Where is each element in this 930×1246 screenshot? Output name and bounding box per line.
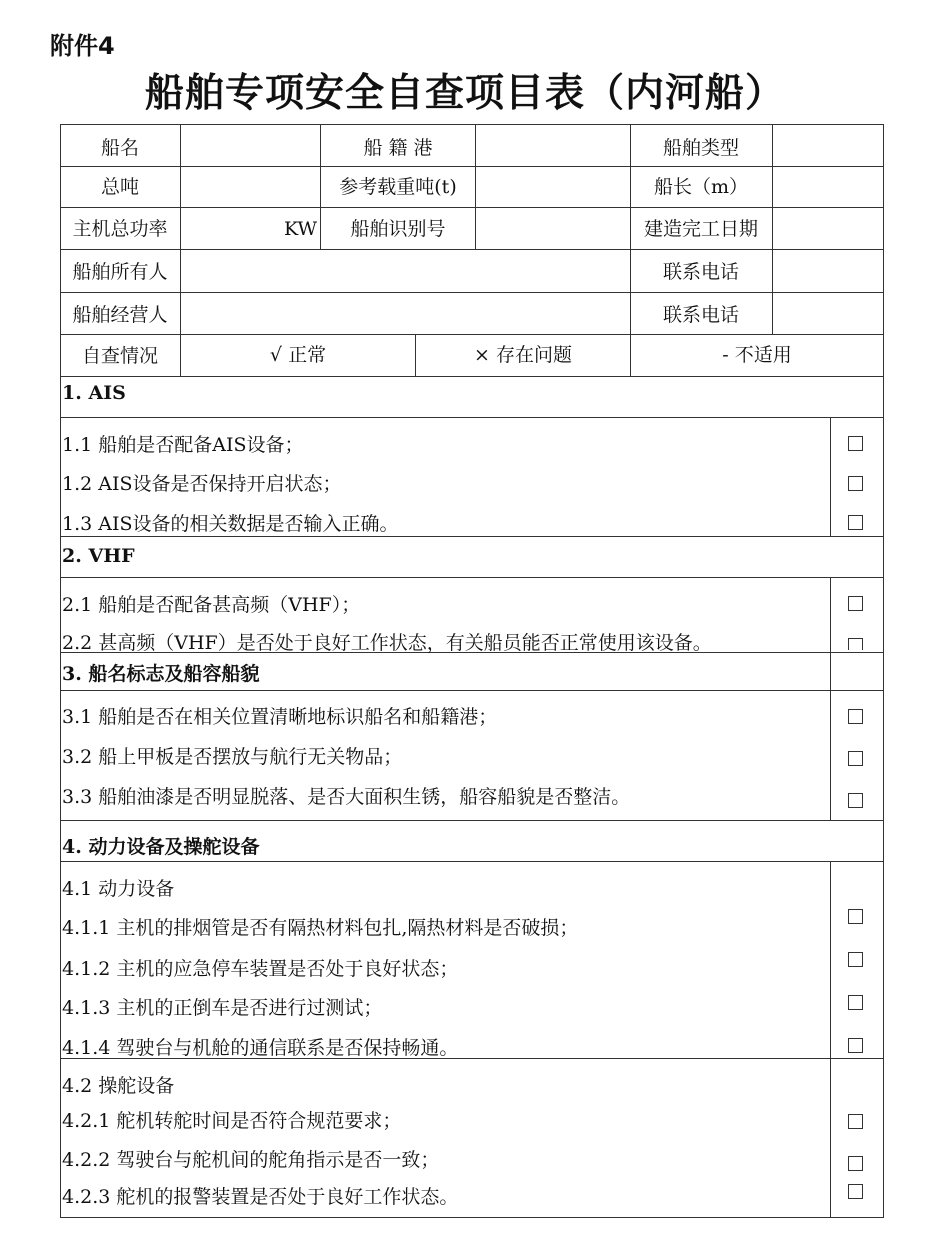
check-item: 4.2.2 驾驶台与舵机间的舵角指示是否一致； xyxy=(62,1149,440,1171)
build-date-label: 建造完工日期 xyxy=(643,218,759,240)
ship-id-label: 船舶识别号 xyxy=(350,218,446,240)
ship-type-label: 船舶类型 xyxy=(662,137,740,159)
checkbox[interactable] xyxy=(848,952,863,967)
table-rule xyxy=(60,861,884,862)
operator-label: 船舶经营人 xyxy=(72,304,168,326)
checkbox[interactable] xyxy=(848,638,863,650)
check-item: 4.1.3 主机的正倒车是否进行过测试； xyxy=(62,997,383,1019)
table-rule xyxy=(60,334,884,335)
table-rule xyxy=(60,207,884,208)
gross-tonnage-label: 总吨 xyxy=(100,176,140,198)
self-check-label: 自查情况 xyxy=(81,345,159,367)
check-item: 4.2.1 舵机转舵时间是否符合规范要求； xyxy=(62,1110,402,1132)
table-border xyxy=(60,1217,884,1218)
check-item: 1.3 AIS设备的相关数据是否输入正确。 xyxy=(62,513,399,535)
checkbox[interactable] xyxy=(848,596,863,611)
legend-normal: √ 正常 xyxy=(269,344,327,366)
legend-not-applicable: - 不适用 xyxy=(722,344,792,366)
table-border xyxy=(883,124,884,1218)
table-rule xyxy=(60,536,884,537)
section-title-ship-marking: 3. 船名标志及船容船貌 xyxy=(62,663,260,685)
table-rule xyxy=(772,124,773,334)
checkbox[interactable] xyxy=(848,709,863,724)
checkbox[interactable] xyxy=(848,751,863,766)
subsection-title-steering: 4.2 操舵设备 xyxy=(62,1075,175,1097)
table-rule xyxy=(415,334,416,377)
check-item: 3.2 船上甲板是否摆放与航行无关物品； xyxy=(62,746,403,768)
table-rule xyxy=(475,124,476,250)
checkbox[interactable] xyxy=(848,436,863,451)
legend-problem: × 存在问题 xyxy=(474,344,572,366)
deadweight-label: 参考载重吨(t) xyxy=(339,176,457,198)
main-engine-power-label: 主机总功率 xyxy=(72,218,168,240)
checkbox[interactable] xyxy=(848,909,863,924)
section-title-power-steering: 4. 动力设备及操舵设备 xyxy=(62,836,260,858)
table-rule xyxy=(180,124,181,377)
owner-phone-label: 联系电话 xyxy=(662,261,740,283)
table-rule xyxy=(60,249,884,250)
table-rule xyxy=(60,577,884,578)
checkbox[interactable] xyxy=(848,1114,863,1129)
operator-phone-label: 联系电话 xyxy=(662,304,740,326)
check-item: 3.3 船舶油漆是否明显脱落、是否大面积生锈，船容船貌是否整洁。 xyxy=(62,786,631,808)
page-title: 船舶专项安全自查项目表（内河船） xyxy=(144,70,785,116)
table-rule xyxy=(60,690,884,691)
check-item: 4.1.1 主机的排烟管是否有隔热材料包扎,隔热材料是否破损； xyxy=(62,917,579,939)
table-border xyxy=(60,124,884,125)
checkbox[interactable] xyxy=(848,793,863,808)
table-rule xyxy=(60,166,884,167)
checkbox[interactable] xyxy=(848,995,863,1010)
check-item: 4.1.4 驾驶台与机舱的通信联系是否保持畅通。 xyxy=(62,1037,459,1059)
ship-length-label: 船长（m） xyxy=(653,176,749,198)
table-rule xyxy=(630,124,631,377)
subsection-title-power: 4.1 动力设备 xyxy=(62,878,175,900)
check-item: 4.1.2 主机的应急停车装置是否处于良好状态； xyxy=(62,958,459,980)
check-item: 3.1 船舶是否在相关位置清晰地标识船名和船籍港； xyxy=(62,706,498,728)
table-rule xyxy=(320,124,321,250)
registry-port-label: 船 籍 港 xyxy=(363,137,433,159)
checkbox[interactable] xyxy=(848,1184,863,1199)
checkbox[interactable] xyxy=(848,515,863,530)
checkbox[interactable] xyxy=(848,1156,863,1171)
checkbox[interactable] xyxy=(848,476,863,491)
attachment-label: 附件4 xyxy=(50,32,115,60)
power-unit: KW xyxy=(283,218,317,240)
table-rule xyxy=(830,417,831,537)
ship-name-label: 船名 xyxy=(100,137,140,159)
checkbox[interactable] xyxy=(848,1038,863,1053)
table-rule xyxy=(830,861,831,1218)
check-item: 1.1 船舶是否配备AIS设备； xyxy=(62,434,304,456)
table-rule xyxy=(60,292,884,293)
check-item: 2.1 船舶是否配备甚高频（VHF）； xyxy=(62,594,361,616)
table-rule xyxy=(60,417,884,418)
table-rule xyxy=(830,577,831,821)
section-title-vhf: 2. VHF xyxy=(62,545,135,567)
owner-label: 船舶所有人 xyxy=(72,261,168,283)
section-title-ais: 1. AIS xyxy=(62,382,126,404)
check-item: 2.2 甚高频（VHF）是否处于良好工作状态，有关船员能否正常使用该设备。 xyxy=(62,632,712,654)
table-rule xyxy=(60,820,884,821)
check-item: 1.2 AIS设备是否保持开启状态； xyxy=(62,473,342,495)
check-item: 4.2.3 舵机的报警装置是否处于良好工作状态。 xyxy=(62,1186,459,1208)
table-rule xyxy=(60,376,884,377)
